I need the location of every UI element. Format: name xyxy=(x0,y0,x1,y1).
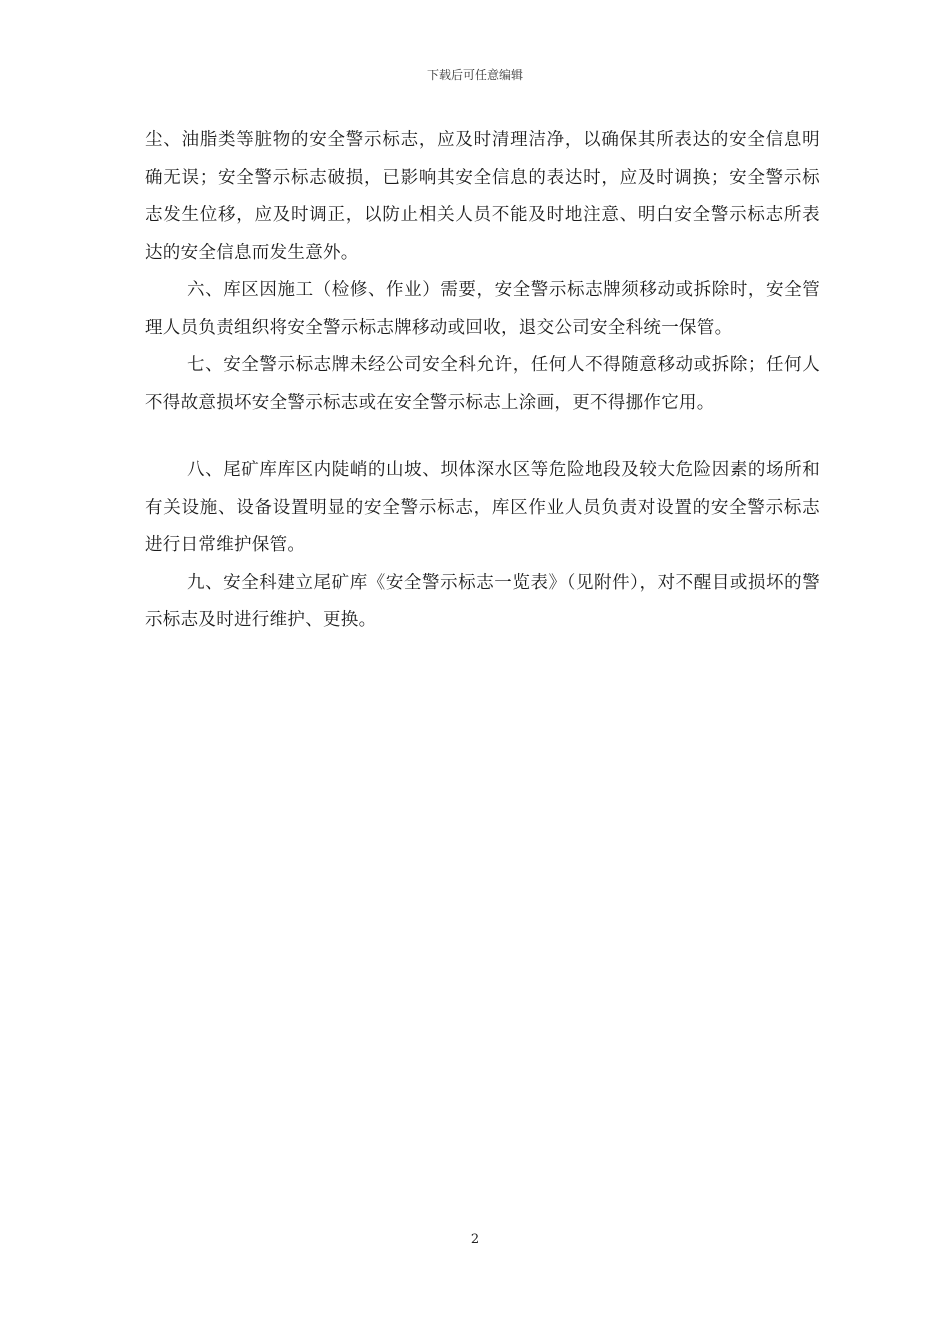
document-body xyxy=(145,122,820,640)
paragraph-item-9: 九、安全科建立尾矿库《安全警示标志一览表》（见附件），对不醒目或损坏的警示标志及时进行维护、更换。 xyxy=(145,572,820,630)
paragraph-item-8: 八、尾矿库库区内陡峭的山坡、坝体深水区等危险地段及较大危险因素的场所和有关设施、设备设置明显的安全警示标志，库区作业人员负责对设置的安全警示标志进行日常维护保管。 xyxy=(145,460,820,555)
paragraph-item-6: 六、库区因施工（检修、作业）需要，安全警示标志牌须移动或拆除时，安全管理人员负责组织将安全警示标志牌移动或回收，退交公司安全科统一保管。 xyxy=(145,280,820,338)
paragraph-item-7: 七、安全警示标志牌未经公司安全科允许，任何人不得随意移动或拆除；任何人不得故意损坏安全警示标志或在安全警示标志上涂画，更不得挪作它用。 xyxy=(145,355,820,413)
page-number: 2 xyxy=(470,1232,480,1247)
page-header: 下载后可任意编辑 xyxy=(426,68,523,82)
paragraph-continuation: 尘、油脂类等脏物的安全警示标志，应及时清理洁净，以确保其所表达的安全信息明确无误；安全警示标志破损，已影响其安全信息的表达时，应及时调换；安全警示标志发生位移，应及时调正，以防止相关人员不能及时地注意、明白安全警示标志所表达的安全信息而发生意外。 xyxy=(145,130,820,263)
